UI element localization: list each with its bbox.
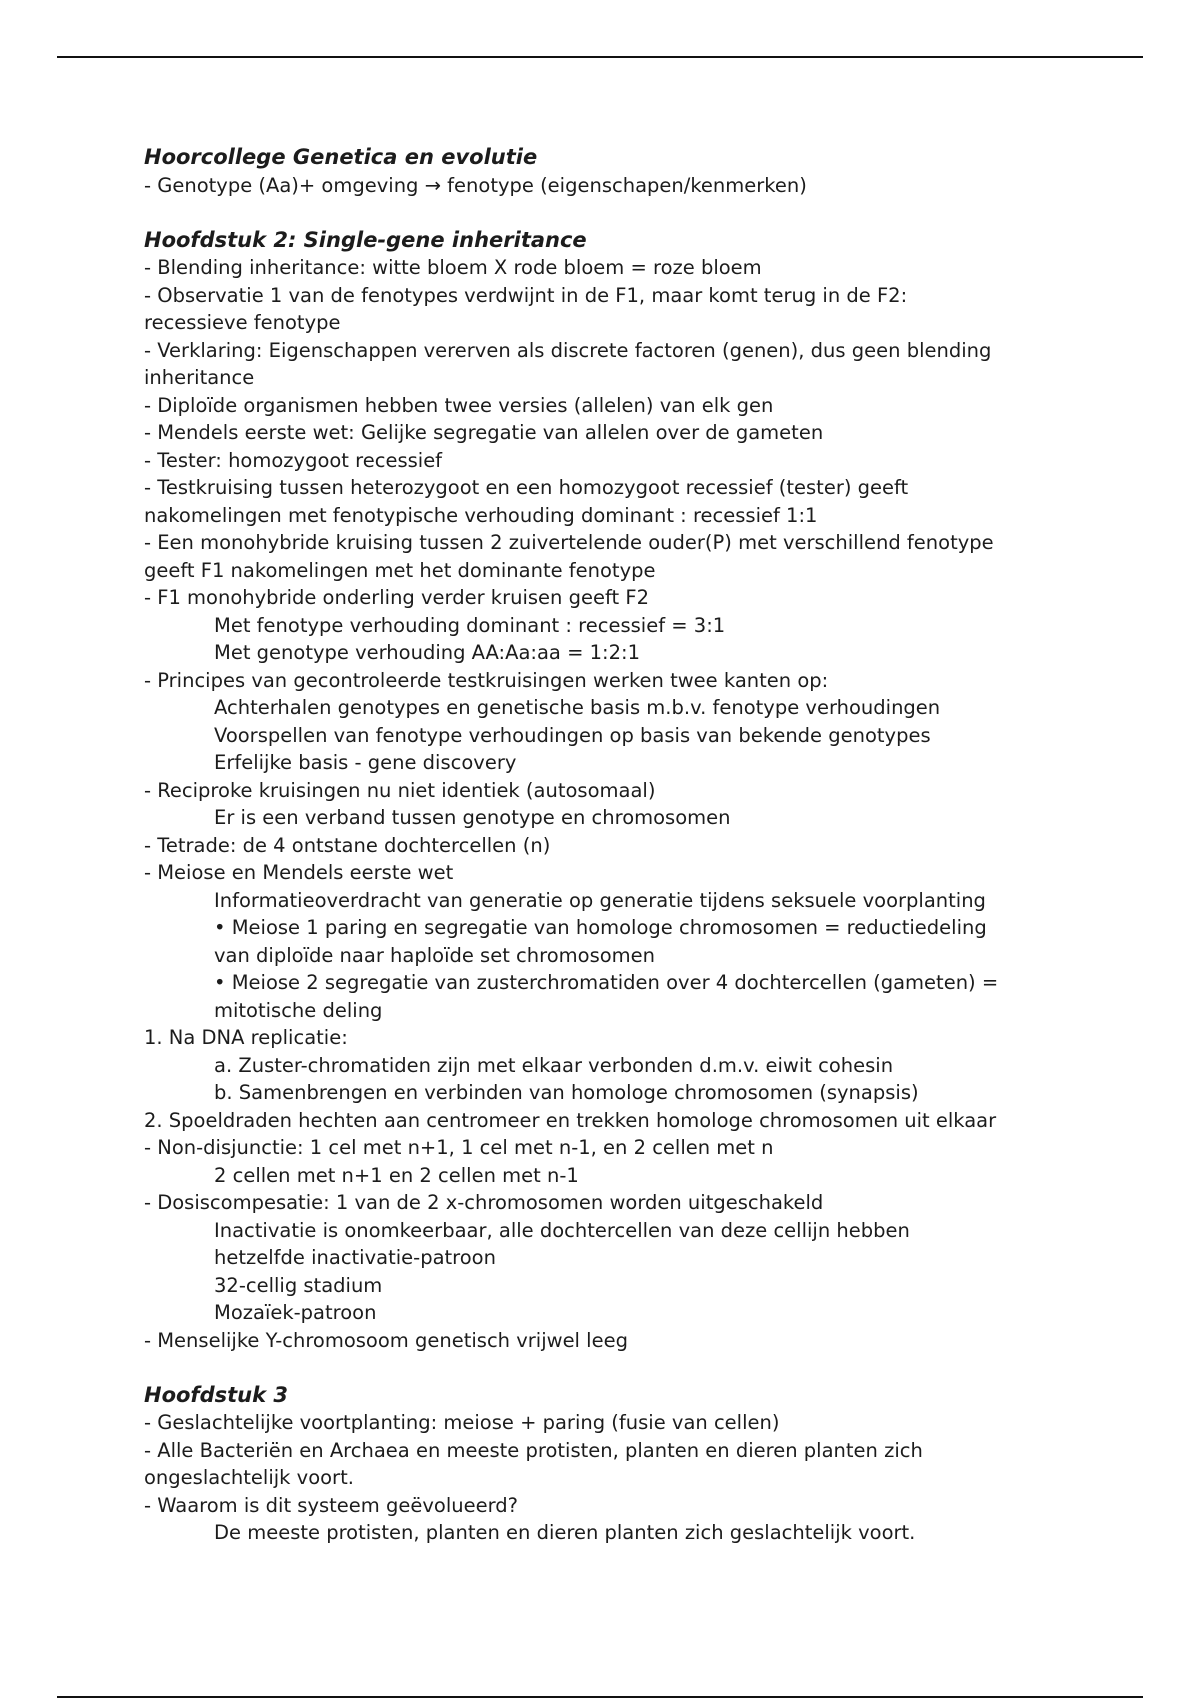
indented-line: Met fenotype verhouding dominant : recessief = 3:1: [214, 613, 726, 637]
text-line: - Dosiscompesatie: 1 van de 2 x-chromosomen worden uitgeschakeld: [144, 1191, 824, 1214]
page-title: Hoorcollege Genetica en evolutie: [144, 145, 538, 169]
indented-line: Mozaïek-patroon: [214, 1301, 377, 1324]
indented-line: Achterhalen genotypes en genetische basis m.b.v. fenotype verhoudingen: [214, 696, 941, 719]
indented-line: 2 cellen met n+1 en 2 cellen met n-1: [214, 1163, 579, 1187]
indented-line: Er is een verband tussen genotype en chromosomen: [214, 806, 731, 829]
text-line: - Waarom is dit systeem geëvolueerd?: [144, 1493, 519, 1517]
text-line: - Observatie 1 van de fenotypes verdwijnt in de F1, maar komt terug in de F2:: [144, 283, 908, 307]
indented-line: a. Zuster-chromatiden zijn met elkaar verbonden d.m.v. eiwit cohesin: [214, 1053, 894, 1077]
indented-line: mitotische deling: [214, 998, 383, 1022]
text-line: - F1 monohybride onderling verder kruisen geeft F2: [144, 586, 649, 609]
text-line: ongeslachtelijk voort.: [144, 1466, 354, 1489]
header-rule: [57, 56, 1143, 58]
indented-line: De meeste protisten, planten en dieren planten zich geslachtelijk voort.: [214, 1521, 916, 1544]
text-line: - Menselijke Y-chromosoom genetisch vrijwel leeg: [144, 1328, 628, 1352]
text-line: - Mendels eerste wet: Gelijke segregatie van allelen over de gameten: [144, 421, 824, 444]
text-line: nakomelingen met fenotypische verhouding dominant : recessief 1:1: [144, 503, 818, 527]
text-line: geeft F1 nakomelingen met het dominante fenotype: [144, 558, 656, 582]
footer-rule: [57, 1696, 1143, 1698]
text-line: - Reciproke kruisingen nu niet identiek (autosomaal): [144, 778, 656, 802]
indented-line: Met genotype verhouding AA:Aa:aa = 1:2:1: [214, 641, 640, 664]
numbered-line: 1. Na DNA replicatie:: [144, 1026, 348, 1049]
indented-line: Inactivatie is onomkeerbaar, alle dochtercellen van deze cellijn hebben: [214, 1218, 910, 1242]
indented-line: Informatieoverdracht van generatie op generatie tijdens seksuele voorplanting: [214, 888, 986, 912]
text-line: - Tester: homozygoot recessief: [144, 448, 443, 472]
chapter-2-heading: Hoofdstuk 2: Single-gene inheritance: [144, 227, 587, 252]
text-line: inheritance: [144, 366, 255, 389]
indented-line: 32-cellig stadium: [214, 1273, 383, 1297]
text-line: - Principes van gecontroleerde testkruisingen werken twee kanten op:: [144, 668, 829, 692]
text-line: - Een monohybride kruising tussen 2 zuivertelende ouder(P) met verschillend fenotype: [144, 531, 994, 554]
text-line: - Blending inheritance: witte bloem X rode bloem = roze bloem: [144, 256, 762, 279]
bullet-line: • Meiose 2 segregatie van zusterchromatiden over 4 dochtercellen (gameten) =: [214, 971, 999, 994]
numbered-line: 2. Spoeldraden hechten aan centromeer en trekken homologe chromosomen uit elkaar: [144, 1108, 997, 1132]
text-line: - Tetrade: de 4 ontstane dochtercellen (n): [144, 833, 551, 857]
indented-line: hetzelfde inactivatie-patroon: [214, 1246, 496, 1269]
bullet-line: • Meiose 1 paring en segregatie van homologe chromosomen = reductiedeling: [214, 916, 987, 939]
text-line: - Diploïde organismen hebben twee versies (allelen) van elk gen: [144, 393, 774, 417]
spacer: [144, 1354, 1084, 1382]
indented-line: b. Samenbrengen en verbinden van homologe chromosomen (synapsis): [214, 1081, 919, 1104]
text-line: recessieve fenotype: [144, 311, 341, 334]
text-line: - Non-disjunctie: 1 cel met n+1, 1 cel met n-1, en 2 cellen met n: [144, 1136, 774, 1159]
text-line: - Verklaring: Eigenschappen vererven als discrete factoren (genen), dus geen blending: [144, 338, 992, 362]
chapter-3-heading: Hoofdstuk 3: [144, 1382, 288, 1407]
indented-line: Erfelijke basis - gene discovery: [214, 751, 517, 774]
text-line: - Geslachtelijke voortplanting: meiose + paring (fusie van cellen): [144, 1411, 780, 1434]
indented-line: van diploïde naar haploïde set chromosomen: [214, 943, 656, 967]
text-line: - Meiose en Mendels eerste wet: [144, 861, 454, 884]
text-line: - Alle Bacteriën en Archaea en meeste protisten, planten en dieren planten zich: [144, 1438, 923, 1462]
indented-line: Voorspellen van fenotype verhoudingen op basis van bekende genotypes: [214, 723, 931, 747]
text-line: - Testkruising tussen heterozygoot en een homozygoot recessief (tester) geeft: [144, 476, 909, 499]
intro-line: - Genotype (Aa)+ omgeving → fenotype (eigenschapen/kenmerken): [144, 173, 807, 197]
spacer: [144, 199, 1084, 227]
document-body: [144, 144, 1084, 1547]
